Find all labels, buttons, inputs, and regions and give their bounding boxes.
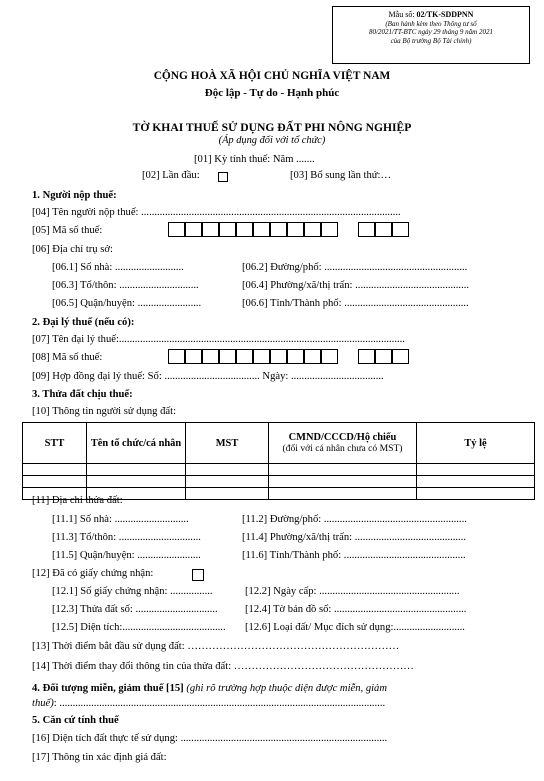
agent-name-field[interactable]: [07] Tên đại lý thuế:............................................................................................................ [32, 334, 405, 345]
section-4-title: 4. Đối tượng miễn, giảm thuế [15] [32, 683, 184, 694]
form-code-issued-1: (Ban hành kèm theo Thông tư số [385, 19, 477, 28]
land-street-field[interactable]: [11.2] Đường/phố: ...................................................... [242, 514, 467, 525]
table-row [23, 464, 535, 476]
table-cell[interactable] [87, 476, 186, 488]
land-house-no-field[interactable]: [11.1] Số nhà: ............................ [52, 514, 189, 525]
section-2-title: 2. Đại lý thuế (nếu có): [32, 317, 135, 328]
tax-code-digit-box[interactable] [219, 349, 236, 364]
house-no-field[interactable]: [06.1] Số nhà: .......................... [52, 262, 184, 273]
tax-period[interactable]: [01] Kỳ tính thuế: Năm ....... [194, 154, 315, 165]
ward-field[interactable]: [06.4] Phường/xã/thị trấn: ........................................... [242, 280, 470, 291]
taxpayer-tax-code-boxes[interactable] [168, 222, 498, 237]
column-header-ratio: Tỷ lệ [417, 423, 535, 464]
tax-code-digit-box[interactable] [321, 349, 338, 364]
area-field[interactable]: [12.5] Diện tích:....................................... [52, 622, 226, 633]
section-3-title: 3. Thửa đất chịu thuế: [32, 389, 133, 400]
table-cell[interactable] [186, 476, 269, 488]
parcel-no-field[interactable]: [12.3] Thửa đất số: ............................... [52, 604, 218, 615]
tax-code-digit-box[interactable] [253, 222, 270, 237]
tax-code-digit-box[interactable] [253, 349, 270, 364]
section-4-note: (ghi rõ trường hợp thuộc diện được miễn, giảm [186, 683, 388, 694]
district-field[interactable]: [06.5] Quận/huyện: ........................ [52, 298, 202, 309]
table-cell[interactable] [186, 464, 269, 476]
map-sheet-field[interactable]: [12.4] Tờ bản đồ số: .................................................. [245, 604, 467, 615]
motto: Độc lập - Tự do - Hạnh phúc [204, 87, 340, 99]
owner-info-label: [10] Thông tin người sử dụng đất: [32, 406, 177, 417]
column-header-name: Tên tổ chức/cá nhân [87, 423, 186, 464]
tax-code-digit-box[interactable] [392, 222, 409, 237]
tax-code-digit-box[interactable] [168, 222, 185, 237]
exemption-field[interactable] [32, 698, 385, 709]
taxpayer-name-field[interactable]: [04] Tên người nộp thuế: .................................................................................................. [32, 207, 401, 218]
tax-code-digit-box[interactable] [375, 349, 392, 364]
table-cell[interactable] [186, 488, 269, 500]
tax-code-digit-box[interactable] [287, 222, 304, 237]
tax-code-digit-box[interactable] [392, 349, 409, 364]
tax-code-digit-box[interactable] [270, 349, 287, 364]
form-code-issued-3: của Bộ trưởng Bộ Tài chính) [390, 36, 472, 45]
tax-code-digit-box[interactable] [304, 349, 321, 364]
section-4-dots: : ........................................................................................................................... [53, 698, 386, 709]
table-cell[interactable] [269, 476, 417, 488]
first-time-label: [02] Lần đầu: [142, 170, 200, 181]
land-district-field[interactable]: [11.5] Quận/huyện: ........................ [52, 550, 201, 561]
tax-code-digit-box[interactable] [321, 222, 338, 237]
column-header-id [269, 423, 417, 464]
tax-code-digit-box[interactable] [202, 349, 219, 364]
land-type-field[interactable]: [12.6] Loại đất/ Mục đích sử dụng:........................... [245, 622, 465, 633]
land-user-table-header [23, 423, 535, 464]
tax-code-digit-box[interactable] [236, 349, 253, 364]
hamlet-field[interactable]: [06.3] Tổ/thôn: .............................. [52, 280, 199, 291]
form-code-issued-2: 80/2021/TT-BTC ngày 29 tháng 9 năm 2021 [369, 28, 493, 36]
page-title: TỜ KHAI THUẾ SỬ DỤNG ĐẤT PHI NÔNG NGHIỆP [132, 121, 412, 134]
certificate-label: [12] Đã có giấy chứng nhận: [32, 568, 154, 579]
tax-code-digit-box[interactable] [375, 222, 392, 237]
tax-code-digit-box[interactable] [236, 222, 253, 237]
tax-code-digit-box[interactable] [270, 222, 287, 237]
cert-no-field[interactable]: [12.1] Số giấy chứng nhận: ................ [52, 586, 213, 597]
head-office-label: [06] Địa chỉ trụ sở: [32, 244, 113, 255]
section-4-note-end: thuế) [32, 698, 54, 709]
agent-tax-code-boxes[interactable] [168, 349, 498, 364]
land-province-field[interactable]: [11.6] Tỉnh/Thành phố: .............................................. [242, 550, 466, 561]
supplement-label[interactable]: [03] Bổ sung lần thứ:… [290, 170, 392, 181]
table-row [23, 476, 535, 488]
start-time-field[interactable]: [13] Thời điểm bắt đầu sử dụng đất: …………………………………………………… [32, 641, 400, 652]
tax-code-digit-box[interactable] [219, 222, 236, 237]
land-ward-field[interactable]: [11.4] Phường/xã/thị trấn: .......................................... [242, 532, 466, 543]
exemption-line [32, 683, 387, 694]
section-5-title: 5. Căn cứ tính thuế [32, 715, 119, 726]
tax-code-digit-box[interactable] [202, 222, 219, 237]
land-hamlet-field[interactable]: [11.3] Tổ/thôn: ............................... [52, 532, 201, 543]
section-1-title: 1. Người nộp thuế: [32, 190, 117, 201]
country-name: CỘNG HOÀ XÃ HỘI CHỦ NGHĨA VIỆT NAM [153, 70, 391, 82]
column-header-id-note: (đối với cá nhân chưa có MST) [282, 443, 403, 454]
table-cell[interactable] [417, 488, 535, 500]
column-header-stt: STT [23, 423, 87, 464]
form-code-box [332, 6, 530, 64]
tax-code-digit-box[interactable] [185, 222, 202, 237]
form-code-label: Mẫu số: [388, 10, 417, 19]
tax-code-digit-box[interactable] [358, 222, 375, 237]
table-cell[interactable] [269, 488, 417, 500]
price-info-label: [17] Thông tin xác định giá đất: [32, 752, 167, 763]
tax-code-digit-box[interactable] [287, 349, 304, 364]
tax-code-digit-box[interactable] [185, 349, 202, 364]
table-cell[interactable] [417, 464, 535, 476]
agent-contract-field[interactable]: [09] Hợp đồng đại lý thuế: Số: .................................... Ngày: ................................... [32, 371, 384, 382]
page-subtitle: (Áp dụng đối với tổ chức) [218, 135, 326, 146]
street-field[interactable]: [06.2] Đường/phố: ...................................................... [242, 262, 468, 273]
column-header-id-title: CMND/CCCD/Hộ chiếu [288, 432, 397, 443]
agent-tax-code-label: [08] Mã số thuế: [32, 352, 103, 363]
form-code: 02/TK-SDDPNN [416, 10, 474, 19]
table-cell[interactable] [23, 476, 87, 488]
actual-area-field[interactable]: [16] Diện tích đất thực tế sử dụng: .............................................................................. [32, 733, 388, 744]
table-cell[interactable] [269, 464, 417, 476]
province-field[interactable]: [06.6] Tỉnh/Thành phố: ............................................... [242, 298, 469, 309]
first-time-checkbox[interactable] [218, 172, 228, 182]
cert-date-field[interactable]: [12.2] Ngày cấp: ..................................................... [245, 586, 460, 597]
tax-code-digit-box[interactable] [168, 349, 185, 364]
table-cell[interactable] [417, 476, 535, 488]
land-user-table [22, 422, 535, 500]
table-cell[interactable] [23, 464, 87, 476]
change-time-field[interactable]: [14] Thời điểm thay đổi thông tin của thửa đất: …………………………………………… [32, 661, 414, 672]
tax-code-digit-box[interactable] [304, 222, 321, 237]
land-address-label: [11] Địa chỉ thửa đất: [32, 495, 123, 506]
column-header-mst: MST [186, 423, 269, 464]
table-cell[interactable] [87, 464, 186, 476]
certificate-checkbox[interactable] [192, 569, 204, 581]
taxpayer-tax-code-label: [05] Mã số thuế: [32, 225, 103, 236]
tax-code-digit-box[interactable] [358, 349, 375, 364]
